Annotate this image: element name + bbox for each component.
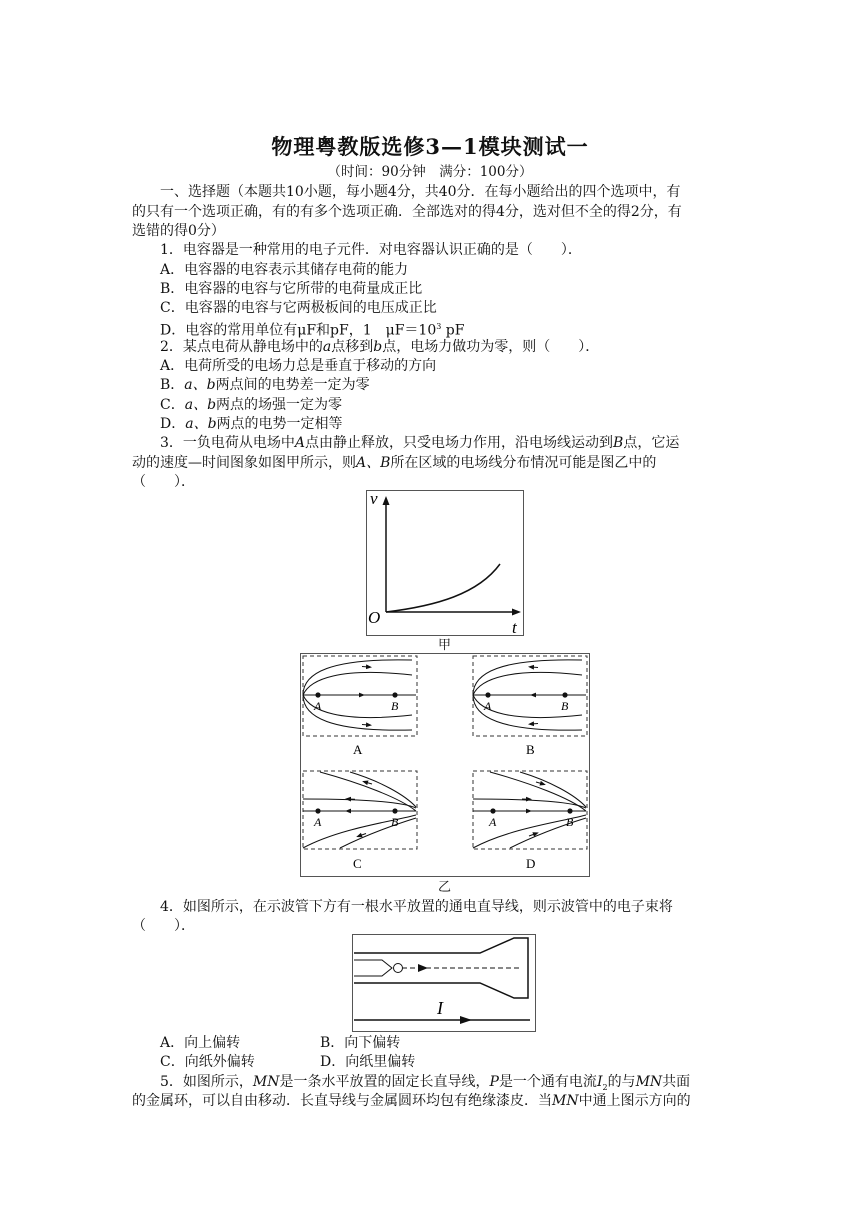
question-3-line1 <box>160 433 679 453</box>
figure-jia-caption: 甲 <box>438 638 452 653</box>
stem-text: 5．如图所示， <box>160 1074 253 1090</box>
points-ab: a、b <box>184 397 217 413</box>
question-3-line2 <box>132 453 656 473</box>
ring-p: P <box>489 1074 499 1090</box>
exponent: 3 <box>436 322 442 331</box>
option-b-caption: B <box>526 742 535 757</box>
option-label: B． <box>160 377 185 393</box>
stem-text: 是一个通有电流 <box>498 1074 597 1090</box>
wire-mn: MN <box>552 1093 579 1109</box>
point-a-label: A <box>484 699 492 713</box>
option-a-panel <box>303 656 417 757</box>
option-text: 两点的电势一定相等 <box>216 416 343 432</box>
t-axis-label: t <box>512 618 517 637</box>
figure-yi-caption: 乙 <box>438 880 452 895</box>
velocity-time-graph <box>366 490 524 636</box>
option-d-caption: D <box>526 856 536 871</box>
wire-mn: MN <box>635 1074 663 1090</box>
stem-text: 点移到 <box>331 339 374 355</box>
points-ab: a、b <box>185 416 217 432</box>
question-4-line2: （ ）． <box>132 918 195 934</box>
question-3-line3: （ ）． <box>132 474 195 490</box>
point-b-label: B <box>566 815 574 829</box>
wire-mn: MN <box>252 1074 280 1090</box>
question-4-option-a: A．向上偏转 <box>160 1035 241 1051</box>
point-b: b <box>373 339 383 355</box>
option-b-panel <box>473 656 587 757</box>
stem-text: 共面 <box>662 1074 691 1090</box>
question-2-stem <box>160 337 599 357</box>
v-axis-label: v <box>370 489 378 508</box>
option-text: 两点的场强一定为零 <box>216 397 343 413</box>
exam-info: （时间：90分钟 满分：100分） <box>327 164 533 180</box>
oscilloscope-tube-figure <box>352 934 536 1032</box>
question-2-option-b <box>160 375 370 395</box>
option-label: C． <box>160 397 185 413</box>
point-a-label: A <box>489 815 497 829</box>
origin-label: O <box>368 608 381 627</box>
stem-text: 动的速度—时间图象如图甲所示，则 <box>132 455 356 471</box>
option-a-caption: A <box>353 742 363 757</box>
current-label: I <box>437 998 443 1018</box>
question-1-option-b: B．电容器的电容与它所带的电荷量成正比 <box>160 281 423 297</box>
question-2-option-c <box>160 395 342 415</box>
option-label: D． <box>160 416 186 432</box>
option-c-panel <box>303 771 417 871</box>
question-2-option-a: A．电荷所受的电场力总是垂直于移动的方向 <box>160 358 437 374</box>
stem-text: 中通上图示方向的 <box>578 1093 691 1109</box>
stem-text: 所在区域的电场线分布情况可能是图乙中的 <box>390 455 657 471</box>
question-1-option-a: A．电容器的电容表示其储存电荷的能力 <box>160 262 409 278</box>
point-b-label: B <box>391 699 399 713</box>
option-d-text: D．电容的常用单位有μF和pF，1 μF＝10 <box>160 322 437 339</box>
question-4-line1: 4．如图所示，在示波管下方有一根水平放置的通电直导线，则示波管中的电子束将 <box>160 899 673 915</box>
section-instructions-line3: 选错的得0分） <box>132 223 225 239</box>
question-1-stem: 1．电容器是一种常用的电子元件．对电容器认识正确的是（ ）． <box>160 242 582 258</box>
point-a: a <box>322 339 332 355</box>
option-text: 两点间的电势差一定为零 <box>215 377 370 393</box>
stem-text: 是一条水平放置的固定长直导线， <box>279 1074 490 1090</box>
stem-text: 的金属环，可以自由移动．长直导线与金属圆环均包有绝缘漆皮．当 <box>132 1093 552 1109</box>
question-5-line2 <box>132 1091 691 1111</box>
point-a-label: A <box>314 815 322 829</box>
stem-text: 3．一负电荷从电场中 <box>160 435 295 451</box>
point-a-label: A <box>314 699 322 713</box>
question-4-option-c: C．向纸外偏转 <box>160 1054 255 1070</box>
point-b-label: B <box>561 699 569 713</box>
points-ab: A、B <box>356 455 391 471</box>
stem-text: 2．某点电荷从静电场中的 <box>160 339 323 355</box>
point-a: A <box>294 435 306 451</box>
question-2-option-d <box>160 414 343 434</box>
question-4-option-d: D．向纸里偏转 <box>320 1054 416 1070</box>
section-instructions-line1: 一、选择题（本题共10小题，每小题4分，共40分．在每小题给出的四个选项中，有 <box>160 184 681 200</box>
question-1-option-c: C．电容器的电容与它两极板间的电压成正比 <box>160 300 437 316</box>
point-b-label: B <box>391 815 399 829</box>
stem-text: 的与 <box>607 1074 636 1090</box>
current-symbol: I <box>596 1074 603 1090</box>
page-title: 物理粤教版选修3—1模块测试一 <box>271 134 589 159</box>
points-ab: a、b <box>184 377 216 393</box>
field-lines-figure <box>300 653 590 877</box>
option-d-panel <box>473 771 587 871</box>
option-c-caption: C <box>353 856 362 871</box>
point-b: B <box>613 435 624 451</box>
stem-text: 点由静止释放，只受电场力作用，沿电场线运动到 <box>305 435 614 451</box>
stem-text: 点，电场力做功为零，则（ ）． <box>382 339 600 355</box>
stem-text: 点，它运 <box>623 435 680 451</box>
current-subscript: 2 <box>602 1082 608 1092</box>
section-instructions-line2: 的只有一个选项正确，有的有多个选项正确．全部选对的得4分，选对但不全的得2分，有 <box>132 204 682 220</box>
option-d-unit: pF <box>441 322 465 339</box>
question-4-option-b: B．向下偏转 <box>320 1035 401 1051</box>
